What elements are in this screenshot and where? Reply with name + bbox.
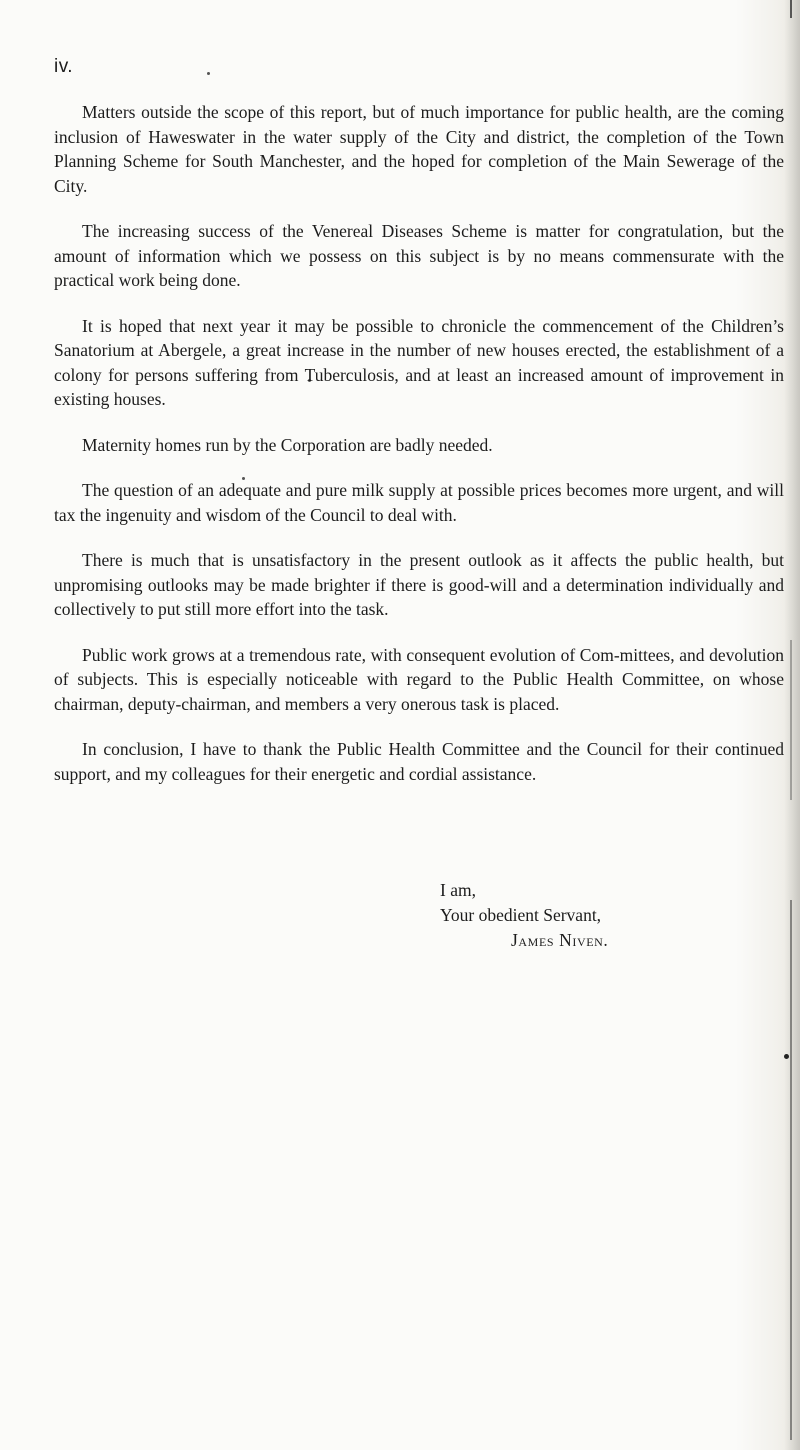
paper-speck [784,1054,789,1059]
binding-mark [790,900,792,1440]
paragraph-milk-supply: The question of an adequate and pure milk supply at possible prices becomes more urgent, and will tax the ingenuity and wisdom of the Council to deal with. [54,480,784,525]
paragraph-outlook: There is much that is unsatisfactory in the present outlook as it affects the public health, but unpromising outlooks may be made brighter if there is good-will and a determination individually and collectively to put still more effort into the task. [54,550,784,619]
binding-mark [790,640,792,800]
paragraph-public-work: Public work grows at a tremendous rate, with consequent evolution of Com-mittees, and devolution of subjects. This is especially noticeable with regard to the Public Health Committee, on whose chairman, deputy-chairman, and members a very onerous task is placed. [54,644,784,714]
closing-valediction: Your obedient Servant, [440,905,602,925]
paragraph-scope: Matters outside the scope of this report, but of much importance for public health, are the coming inclusion of Haweswater in the water supply of the City and district, the completion of the Town Planning Scheme for South Manchester, and the hoped for completion of the Main Sewerage of the City. [54,102,784,196]
binding-mark [790,0,792,18]
paragraph-conclusion: In conclusion, I have to thank the Public Health Committee and the Council for their continued support, and my colleagues for their energetic and cordial assistance. [54,739,784,784]
paragraph-venereal-diseases: The increasing success of the Venereal Diseases Scheme is matter for congratulation, but the amount of information which we possess on this subject is by no means commensurate with the practical work being done. [54,221,784,290]
closing-salutation: I am, [440,880,476,900]
paragraph-sanatorium: It is hoped that next year it may be possible to chronicle the commencement of the Children’s Sanatorium at Abergele, a great increase in the number of new houses erected, the establishment of a colony for persons suffering from Tuberculosis, and at least an increased amount of improvement in existing houses. [54,315,784,409]
report-body [54,100,784,807]
page-edge-shadow [784,0,800,1450]
signatory-name: James Niven. [511,930,609,950]
paper-speck [207,72,210,75]
page-number: iv. [54,56,74,77]
paragraph-maternity: Maternity homes run by the Corporation are badly needed. [82,434,493,455]
